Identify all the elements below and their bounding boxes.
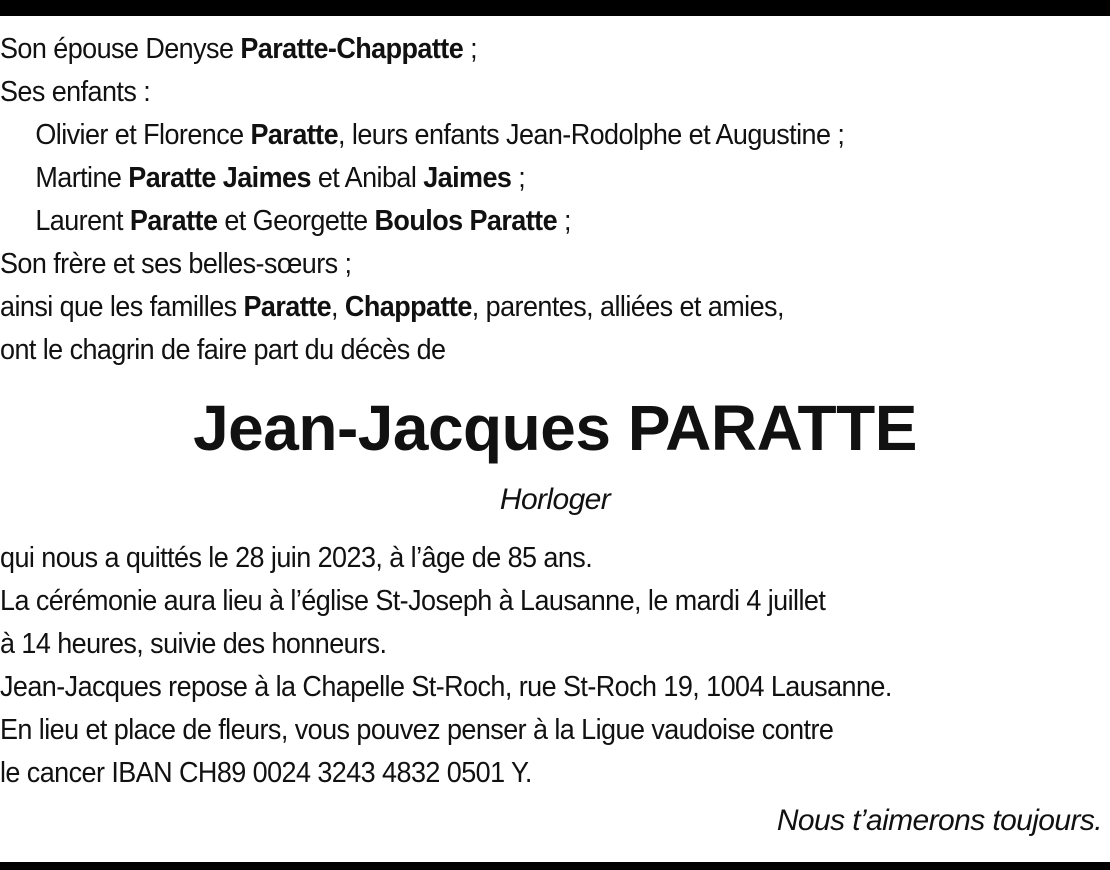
families-text: ainsi que les familles: [0, 291, 244, 323]
bottom-rule: [0, 862, 1110, 870]
siblings-line: Son frère et ses belles-sœurs ;: [0, 248, 352, 280]
child-surname: Paratte Jaimes: [128, 162, 311, 194]
detail-line: à 14 heures, suivie des honneurs.: [0, 628, 387, 660]
spouse-name: Paratte-Chappatte: [240, 33, 464, 65]
detail-line: qui nous a quittés le 28 juin 2023, à l’âge de 85 ans.: [0, 542, 593, 574]
child-text: Martine: [35, 162, 129, 194]
family-list: [0, 28, 1030, 372]
closing-line: Nous t’aimerons toujours.: [776, 804, 1102, 837]
child-line: [0, 114, 1030, 157]
families-text: , parentes, alliées et amies,: [471, 291, 784, 323]
child-text: Olivier et Florence: [35, 119, 251, 151]
families-line: [0, 286, 1030, 329]
child-line: [0, 157, 1030, 200]
child-text: ;: [511, 162, 526, 194]
spouse-line: [0, 28, 1030, 71]
ceremony-details: [0, 537, 1107, 795]
deceased-name: Jean-Jacques PARATTE: [193, 392, 917, 464]
spouse-suffix: ;: [463, 33, 478, 65]
child-text: Laurent: [35, 205, 130, 237]
detail-line: La cérémonie aura lieu à l’église St-Joseph à Lausanne, le mardi 4 juillet: [0, 585, 826, 617]
detail-line: En lieu et place de fleurs, vous pouvez penser à la Ligue vaudoise contre: [0, 714, 834, 746]
child-surname: Paratte: [129, 205, 218, 237]
children-intro: Ses enfants :: [0, 76, 151, 108]
family-surname: Chappatte: [344, 291, 472, 323]
child-text: ;: [557, 205, 571, 237]
announce-line: ont le chagrin de faire part du décès de: [0, 334, 446, 366]
spouse-text: Son épouse Denyse: [0, 33, 241, 65]
child-line: [0, 200, 1030, 243]
families-text: ,: [331, 291, 345, 323]
child-surname: Boulos Paratte: [374, 205, 558, 237]
family-surname: Paratte: [243, 291, 332, 323]
child-text: et Georgette: [217, 205, 375, 237]
child-surname: Jaimes: [423, 162, 512, 194]
top-rule: [0, 0, 1110, 16]
child-surname: Paratte: [250, 119, 339, 151]
detail-line: le cancer IBAN CH89 0024 3243 4832 0501 Y.: [0, 757, 532, 789]
detail-line: Jean-Jacques repose à la Chapelle St-Roch, rue St-Roch 19, 1004 Lausanne.: [0, 671, 892, 703]
deceased-profession: Horloger: [499, 483, 611, 516]
child-text: et Anibal: [310, 162, 424, 194]
child-text: , leurs enfants Jean-Rodolphe et Augustine ;: [338, 119, 845, 151]
